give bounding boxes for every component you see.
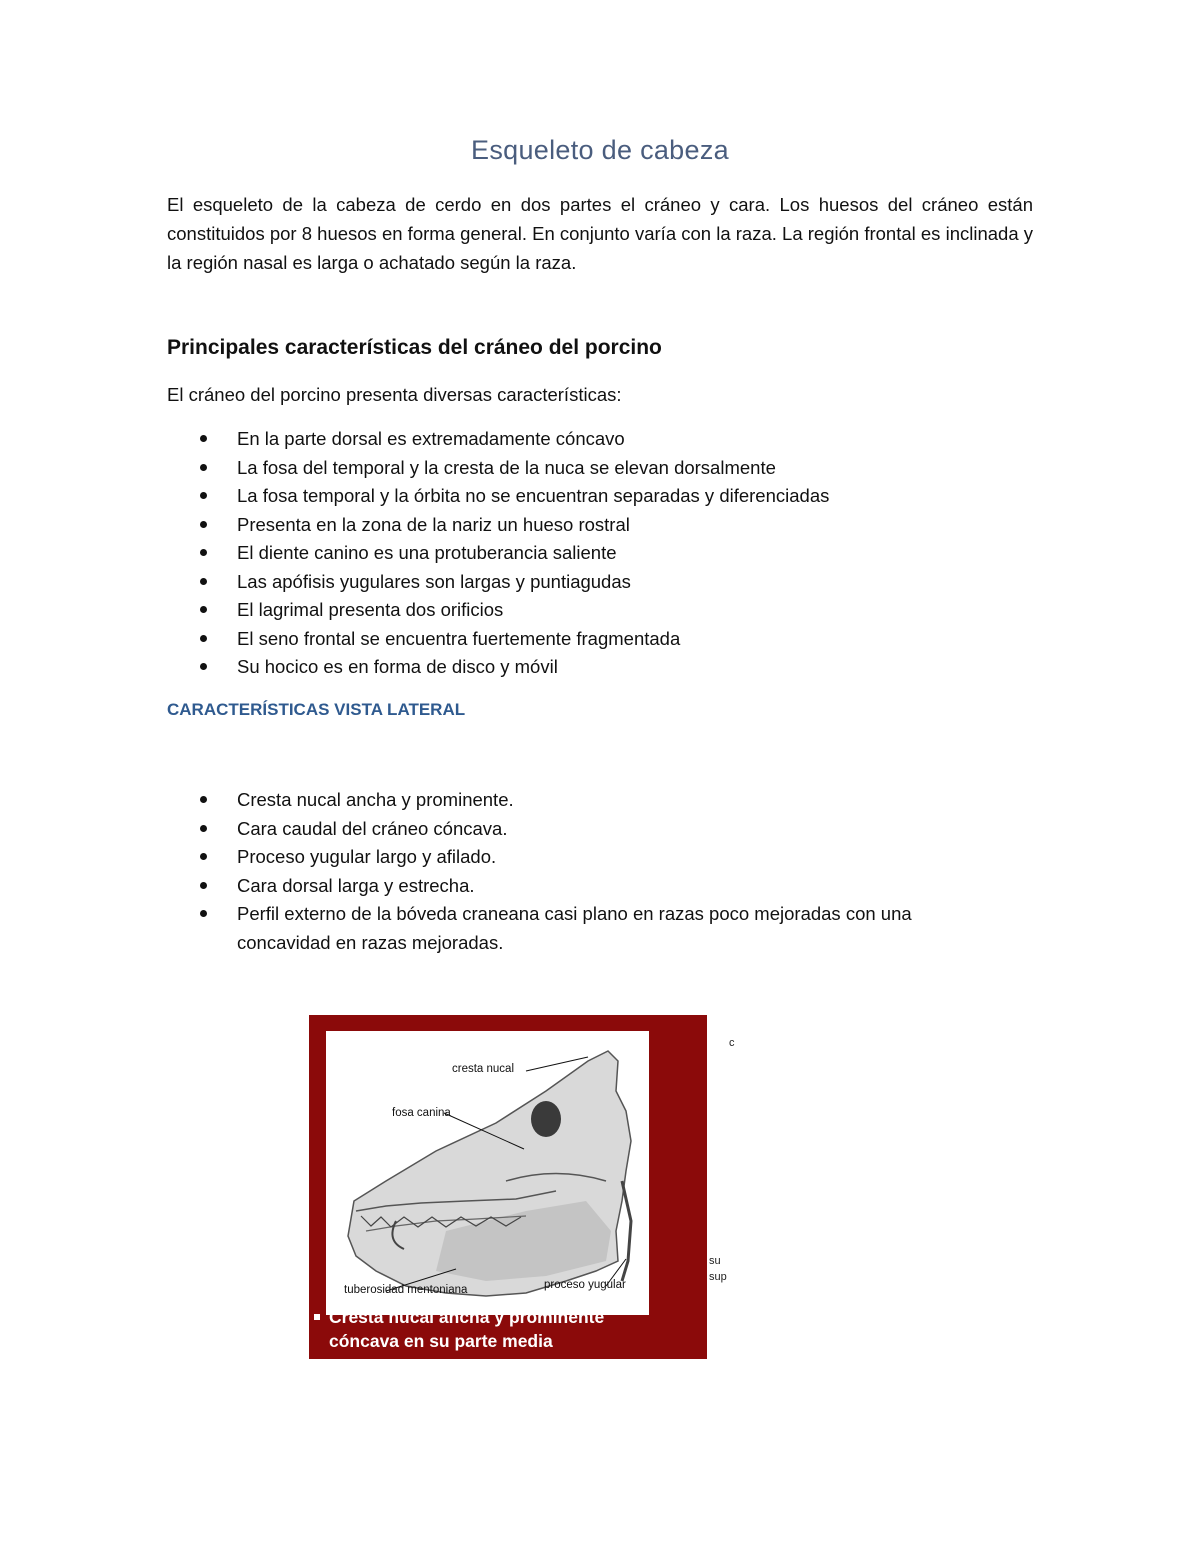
intro-paragraph: El esqueleto de la cabeza de cerdo en dos partes el cráneo y cara. Los huesos del cráneo están constituidos por 8 huesos en forma general. En conjunto varía con la raza. La región frontal es inclinada y la región nasal es larga o achatado según la raza. — [167, 194, 1033, 273]
side-text: su — [709, 1255, 721, 1267]
bullet-icon — [200, 606, 207, 613]
side-text: c — [729, 1037, 735, 1049]
label-cresta-nucal: cresta nucal — [452, 1063, 515, 1075]
figure-side-strip — [707, 1015, 735, 1359]
list-item: Cara caudal del cráneo cóncava. — [167, 815, 987, 844]
bullet-icon — [200, 549, 207, 556]
section2-heading: CARACTERÍSTICAS VISTA LATERAL — [167, 700, 466, 719]
bullet-icon — [200, 853, 207, 860]
label-tuberosidad: tuberosidad mentoniana — [344, 1284, 468, 1296]
bullet-icon — [200, 435, 207, 442]
bullet-icon — [200, 492, 207, 499]
list-item: El lagrimal presenta dos orificios — [167, 596, 987, 625]
side-text: sup — [709, 1271, 727, 1283]
bullet-icon — [200, 663, 207, 670]
list-item: La fosa temporal y la órbita no se encuentran separadas y diferenciadas — [167, 482, 987, 511]
section1-heading: Principales características del cráneo del porcino — [167, 336, 662, 359]
list-item: La fosa del temporal y la cresta de la nuca se elevan dorsalmente — [167, 454, 987, 483]
page-title: Esqueleto de cabeza — [471, 135, 729, 165]
section2-list — [167, 786, 987, 957]
list-item: El seno frontal se encuentra fuertemente fragmentada — [167, 625, 987, 654]
label-proceso-yugular: proceso yugular — [544, 1279, 626, 1291]
bullet-icon — [200, 635, 207, 642]
section1-lead: El cráneo del porcino presenta diversas características: — [167, 384, 622, 405]
list-item: El diente canino es una protuberancia saliente — [167, 539, 987, 568]
bullet-icon — [200, 882, 207, 889]
bullet-icon — [200, 578, 207, 585]
bullet-icon — [200, 910, 207, 917]
bullet-icon — [200, 825, 207, 832]
bullet-icon — [200, 464, 207, 471]
skull-illustration — [326, 1031, 649, 1315]
caption-line-2: cóncava en su parte media — [329, 1331, 553, 1351]
list-item: En la parte dorsal es extremadamente cóncavo — [167, 425, 987, 454]
label-fosa-canina: fosa canina — [392, 1107, 451, 1119]
list-item: Su hocico es en forma de disco y móvil — [167, 653, 987, 682]
list-item: Proceso yugular largo y afilado. — [167, 843, 987, 872]
list-item: Cresta nucal ancha y prominente. — [167, 786, 987, 815]
bullet-icon — [200, 521, 207, 528]
section1-list — [167, 425, 987, 682]
list-item: Presenta en la zona de la nariz un hueso rostral — [167, 511, 987, 540]
list-item: Cara dorsal larga y estrecha. — [167, 872, 987, 901]
caption-bullet-icon — [314, 1314, 320, 1320]
list-item: Las apófisis yugulares son largas y puntiagudas — [167, 568, 987, 597]
skull-figure — [309, 1015, 735, 1359]
bullet-icon — [200, 796, 207, 803]
caption-line-1: Cresta nucal ancha y prominente — [329, 1307, 605, 1327]
list-item: Perfil externo de la bóveda craneana casi plano en razas poco mejoradas con una concavidad en razas mejoradas. — [167, 900, 987, 957]
